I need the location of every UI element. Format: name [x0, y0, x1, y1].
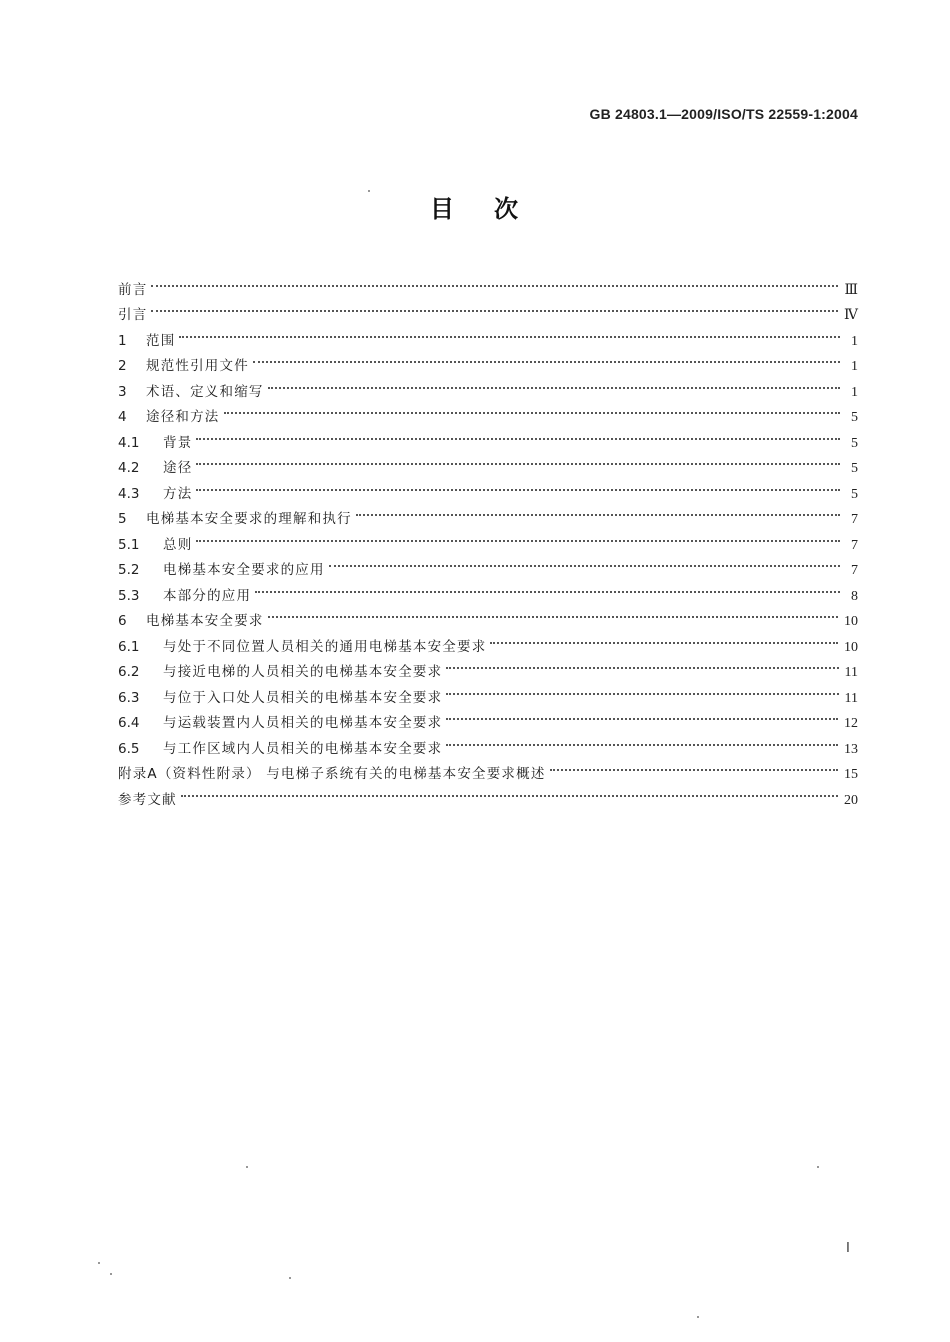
toc-entry-title: 与工作区域内人员相关的电梯基本安全要求 [163, 740, 443, 757]
toc-entry[interactable] [118, 396, 858, 425]
toc-leader-dots [253, 345, 840, 371]
toc-entry-number: 1 [118, 332, 127, 349]
toc-entry-number: 6.5 [118, 740, 140, 757]
toc-leader-dots [196, 472, 840, 498]
toc-entry-title: 规范性引用文件 [146, 358, 249, 374]
toc-entry-page: 20 [844, 792, 858, 808]
toc-leader-dots [224, 396, 841, 422]
toc-entry-page: 11 [844, 665, 858, 680]
toc-entry-page: 15 [844, 767, 858, 782]
toc-entry-title: 与位于入口处人员相关的电梯基本安全要求 [163, 689, 443, 706]
toc-entry-page: 7 [851, 512, 858, 527]
toc-leader-dots [181, 778, 838, 804]
toc-entry-page: 12 [844, 716, 858, 731]
toc-leader-dots [151, 294, 838, 320]
toc-leader-dots [196, 421, 840, 447]
toc-entry-page: 7 [851, 537, 858, 553]
scan-speck [246, 1166, 248, 1168]
toc-entry[interactable] [118, 778, 858, 808]
toc-leader-dots [268, 600, 838, 626]
toc-entry[interactable] [118, 523, 858, 553]
toc-leader-dots [550, 753, 838, 779]
toc-entry-page: 1 [851, 333, 858, 349]
toc-entry-page: 8 [851, 588, 858, 604]
toc-entry[interactable] [118, 294, 858, 323]
toc-entry[interactable] [118, 549, 858, 578]
toc-entry[interactable] [118, 421, 858, 451]
toc-entry-page: 7 [851, 563, 858, 578]
toc-entry[interactable] [118, 319, 858, 349]
toc-leader-dots [196, 523, 840, 549]
toc-entry-page: 5 [851, 486, 858, 502]
toc-entry-title: 途径和方法 [146, 409, 220, 425]
toc-entry-page: 13 [844, 741, 858, 757]
toc-entry-number: 6.1 [118, 638, 140, 655]
scan-speck [368, 190, 370, 192]
toc-entry-number: 2 [118, 358, 127, 374]
toc-entry-page: 5 [851, 410, 858, 425]
toc-entry[interactable] [118, 472, 858, 502]
toc-entry-title: 前言 [118, 281, 148, 298]
toc-entry-title: 附录A（资料性附录） 与电梯子系统有关的电梯基本安全要求概述 [118, 766, 546, 782]
scan-speck [817, 1166, 819, 1168]
toc-entry-title: 参考文献 [118, 791, 177, 808]
toc-entry-number: 5.3 [118, 587, 140, 604]
toc-entry-page: 11 [844, 690, 858, 706]
toc-entry-page: 1 [851, 359, 858, 374]
page-number: Ⅰ [845, 1241, 850, 1256]
toc-leader-dots [356, 498, 840, 524]
toc-entry[interactable] [118, 345, 858, 374]
toc-leader-dots [446, 702, 838, 728]
toc-entry-page: Ⅲ [844, 282, 858, 298]
toc-entry-page: 10 [844, 639, 858, 655]
toc-entry-number: 3 [118, 383, 127, 400]
toc-entry-number: 4.2 [118, 460, 140, 476]
toc-entry-page: 5 [851, 461, 858, 476]
toc-entry-page: Ⅳ [844, 308, 858, 323]
toc-entry-title: 电梯基本安全要求 [146, 613, 264, 629]
toc-leader-dots [268, 370, 840, 396]
toc-leader-dots [196, 447, 840, 473]
toc-leader-dots [255, 574, 840, 600]
toc-entry-number: 5 [118, 511, 127, 527]
toc-leader-dots [179, 319, 840, 345]
toc-leader-dots [151, 268, 838, 294]
toc-leader-dots [490, 625, 838, 651]
toc-entry-title: 本部分的应用 [163, 587, 252, 604]
scan-speck [110, 1273, 112, 1275]
toc-entry-number: 4.3 [118, 485, 140, 502]
toc-entry-page: 5 [851, 435, 858, 451]
toc-entry-number: 5.2 [118, 562, 140, 578]
toc-entry-number: 4 [118, 409, 127, 425]
toc-entry-number: 4.1 [118, 434, 140, 451]
toc-leader-dots [446, 651, 838, 677]
toc-entry[interactable] [118, 268, 858, 298]
toc-entry-title: 术语、定义和缩写 [146, 383, 264, 400]
toc-entry-title: 与接近电梯的人员相关的电梯基本安全要求 [163, 664, 443, 680]
toc-entry-page: 10 [844, 614, 858, 629]
scan-speck [289, 1277, 291, 1279]
toc-entry-title: 途径 [163, 460, 193, 476]
page-title: 目次 [430, 195, 558, 223]
standard-code: GB 24803.1—2009/ISO/TS 22559-1:2004 [589, 106, 858, 122]
toc-entry-title: 电梯基本安全要求的应用 [163, 562, 325, 578]
scan-speck [98, 1262, 100, 1264]
toc-entry[interactable] [118, 498, 858, 527]
toc-entry-number: 6.3 [118, 689, 140, 706]
toc-leader-dots [329, 549, 840, 575]
toc-entry-title: 电梯基本安全要求的理解和执行 [146, 511, 352, 527]
toc-entry-title: 与运载装置内人员相关的电梯基本安全要求 [163, 715, 443, 731]
toc-entry-title: 范围 [146, 332, 176, 349]
toc-leader-dots [446, 676, 838, 702]
toc-entry-number: 6 [118, 613, 127, 629]
toc-entry-title: 总则 [163, 536, 193, 553]
toc-entry-page: 1 [851, 384, 858, 400]
toc-entry[interactable] [118, 447, 858, 476]
toc-entry-title: 背景 [163, 434, 193, 451]
table-of-contents [118, 268, 858, 808]
toc-entry-number: 6.2 [118, 664, 140, 680]
toc-entry-number: 6.4 [118, 715, 140, 731]
toc-entry-number: 5.1 [118, 536, 140, 553]
scan-speck [697, 1316, 699, 1318]
toc-leader-dots [446, 727, 838, 753]
toc-entry-title: 引言 [118, 307, 148, 323]
toc-entry-title: 与处于不同位置人员相关的通用电梯基本安全要求 [163, 638, 487, 655]
toc-entry-title: 方法 [163, 485, 193, 502]
